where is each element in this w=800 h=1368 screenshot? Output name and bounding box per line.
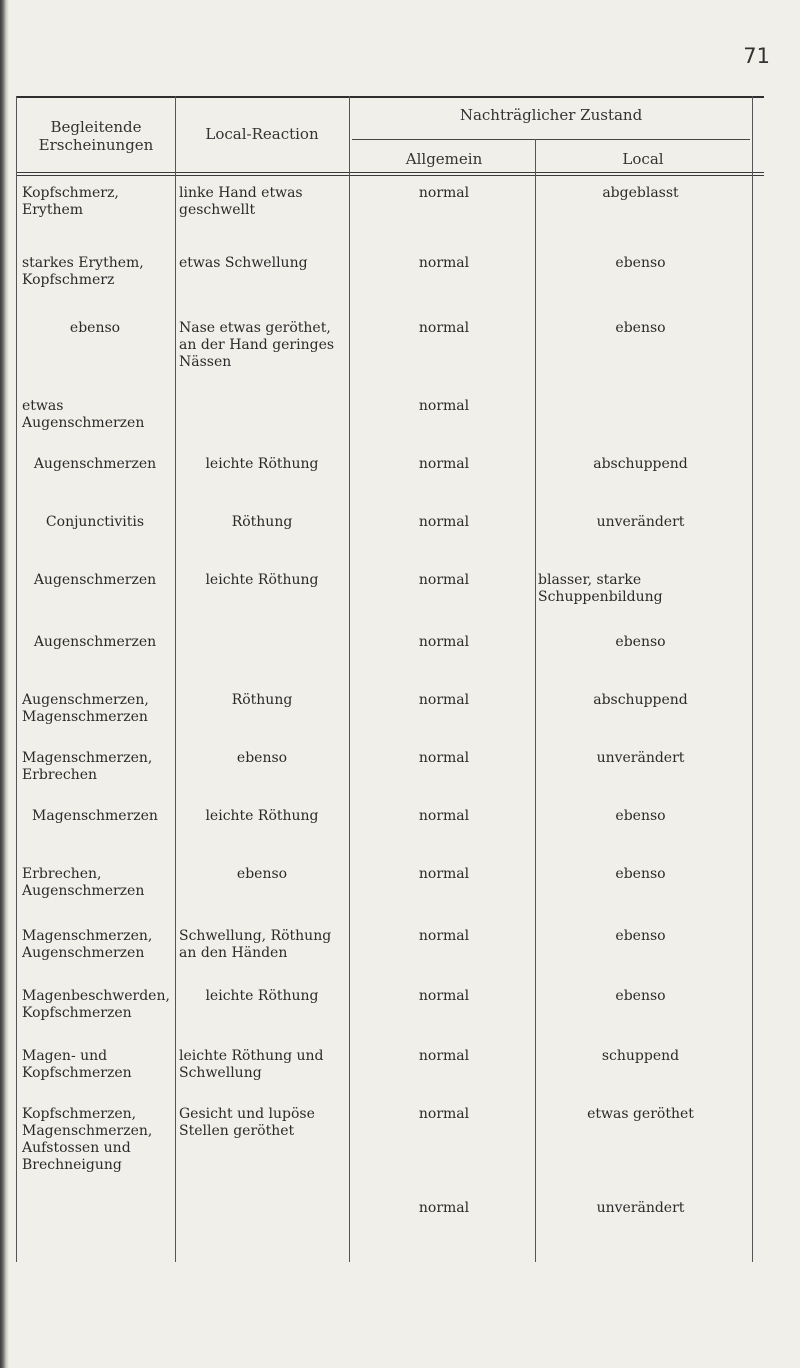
- row-9-begleitende: Augenschmerzen, Magenschmerzen: [22, 692, 149, 725]
- table-left-border: [16, 96, 17, 1262]
- table-top-rule: [16, 96, 764, 98]
- row-15-begleitende: Magen- und Kopfschmerzen: [22, 1048, 132, 1081]
- header-nachtraeglicher-zustand: Nachträglicher Zustand: [459, 106, 643, 124]
- header-rule: [16, 172, 764, 173]
- row-1-begleitende: Kopfschmerz, Erythem: [22, 185, 119, 218]
- row-13-begleitende: Magenschmerzen, Augenschmerzen: [22, 928, 153, 961]
- row-6-reaction: Röthung: [231, 514, 293, 530]
- row-9-reaction: Röthung: [231, 692, 293, 708]
- row-6-local: unverändert: [596, 514, 685, 530]
- row-5-local: abschuppend: [593, 456, 688, 472]
- row-15-allgemein: normal: [418, 1048, 470, 1064]
- row-3-local: ebenso: [615, 320, 666, 336]
- row-12-allgemein: normal: [418, 866, 470, 882]
- row-10-reaction: ebenso: [236, 750, 288, 766]
- row-10-allgemein: normal: [418, 750, 470, 766]
- row-17-local: unverändert: [596, 1200, 685, 1216]
- row-13-allgemein: normal: [418, 928, 470, 944]
- row-2-begleitende: starkes Erythem, Kopfschmerz: [22, 255, 144, 288]
- row-7-reaction: leichte Röthung: [205, 572, 319, 588]
- row-2-allgemein: normal: [418, 255, 470, 271]
- row-6-begleitende: Conjunctivitis: [45, 514, 145, 530]
- row-8-allgemein: normal: [418, 634, 470, 650]
- row-11-reaction: leichte Röthung: [205, 808, 319, 824]
- col-divider-2: [349, 96, 350, 1262]
- row-11-allgemein: normal: [418, 808, 470, 824]
- row-16-local: etwas geröthet: [587, 1106, 694, 1122]
- row-8-local: ebenso: [615, 634, 666, 650]
- row-16-reaction: Gesicht und lupöse Stellen geröthet: [179, 1106, 315, 1139]
- row-7-begleitende: Augenschmerzen: [33, 572, 157, 588]
- row-10-local: unverändert: [596, 750, 685, 766]
- header-local-reaction: Local-Reaction: [205, 125, 319, 143]
- row-3-allgemein: normal: [418, 320, 470, 336]
- row-11-local: ebenso: [615, 808, 666, 824]
- row-1-reaction: linke Hand etwas geschwellt: [179, 185, 303, 218]
- header-begleitende-erscheinungen: Begleitende Erscheinungen: [38, 118, 154, 154]
- row-4-allgemein: normal: [418, 398, 470, 414]
- row-2-local: ebenso: [615, 255, 666, 271]
- page-edge-shadow: [0, 0, 9, 1368]
- row-13-reaction: Schwellung, Röthung an den Händen: [179, 928, 332, 961]
- row-5-begleitende: Augenschmerzen: [33, 456, 157, 472]
- row-8-begleitende: Augenschmerzen: [33, 634, 157, 650]
- row-14-local: ebenso: [615, 988, 666, 1004]
- row-7-local: blasser, starke Schuppenbildung: [538, 572, 663, 605]
- row-15-local: schuppend: [601, 1048, 680, 1064]
- row-5-allgemein: normal: [418, 456, 470, 472]
- row-13-local: ebenso: [615, 928, 666, 944]
- row-3-reaction: Nase etwas geröthet, an der Hand geringes Nässen: [179, 320, 335, 370]
- row-3-begleitende: ebenso: [69, 320, 121, 336]
- row-2-reaction: etwas Schwellung: [179, 255, 308, 271]
- header-rule-double: [16, 175, 764, 176]
- page-number: 71: [743, 44, 770, 68]
- row-14-allgemein: normal: [418, 988, 470, 1004]
- row-12-reaction: ebenso: [236, 866, 288, 882]
- row-7-allgemein: normal: [418, 572, 470, 588]
- row-14-begleitende: Magenbeschwerden, Kopfschmerzen: [22, 988, 170, 1021]
- col-divider-1: [175, 96, 176, 1262]
- row-15-reaction: leichte Röthung und Schwellung: [179, 1048, 324, 1081]
- row-1-local: abgeblasst: [602, 185, 679, 201]
- row-12-local: ebenso: [615, 866, 666, 882]
- row-16-begleitende: Kopfschmerzen, Magenschmerzen, Aufstossen und Brechneigung: [22, 1106, 153, 1173]
- row-6-allgemein: normal: [418, 514, 470, 530]
- header-allgemein: Allgemein: [405, 150, 483, 168]
- row-4-begleitende: etwas Augenschmerzen: [22, 398, 145, 431]
- header-local: Local: [622, 150, 664, 168]
- row-9-local: abschuppend: [593, 692, 688, 708]
- row-9-allgemein: normal: [418, 692, 470, 708]
- row-10-begleitende: Magenschmerzen, Erbrechen: [22, 750, 153, 783]
- row-5-reaction: leichte Röthung: [205, 456, 319, 472]
- row-16-allgemein: normal: [418, 1106, 470, 1122]
- row-12-begleitende: Erbrechen, Augenschmerzen: [22, 866, 145, 899]
- row-11-begleitende: Magenschmerzen: [32, 808, 158, 824]
- group-header-rule: [352, 139, 750, 140]
- row-14-reaction: leichte Röthung: [205, 988, 319, 1004]
- row-1-allgemein: normal: [418, 185, 470, 201]
- table-right-border: [752, 96, 753, 1262]
- row-17-allgemein: normal: [418, 1200, 470, 1216]
